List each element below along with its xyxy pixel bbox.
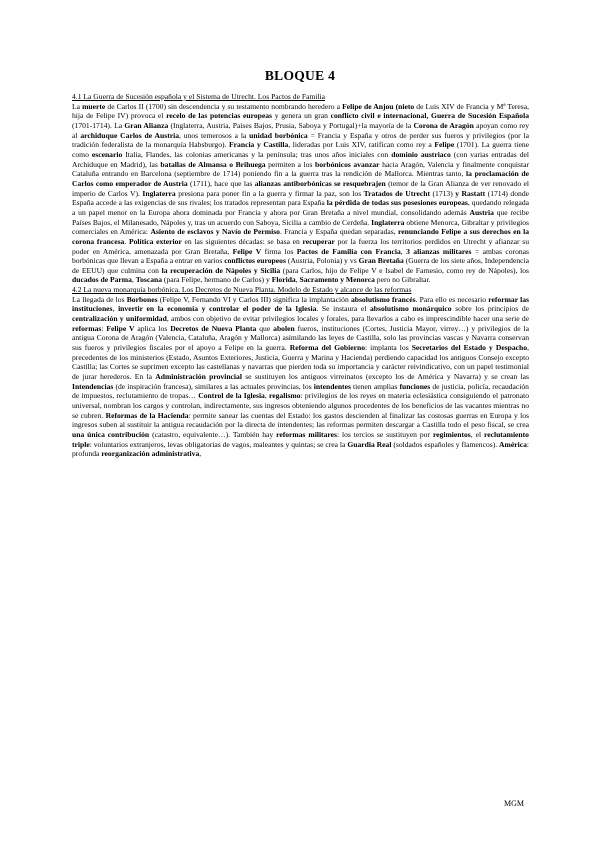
- text-run: firma los: [261, 246, 297, 256]
- bold-run: intendentes: [313, 381, 351, 391]
- bold-run: invertir en la economía y controlar el poder de la Iglesia: [118, 304, 317, 314]
- text-run: (Inglaterra, Austria, Países Bajos, Prusia, Saboya y Portugal)+la mayoría de la: [168, 120, 414, 130]
- text-run: , ambos con objetivo de evitar privilegios locales y forales, para llevarlos a cabo es imprescindible hacer una serie de: [166, 314, 529, 324]
- bold-run: alianzas antiborbónicas se resquebrajen: [254, 178, 386, 188]
- bold-run: Decretos de Nueva Planta: [170, 323, 257, 333]
- text-run: (1701-1714). La: [72, 120, 125, 130]
- text-run: tienen amplias: [350, 381, 400, 391]
- text-run: obtiene Menorca, Gibraltar y privilegios comerciales en América:: [72, 217, 529, 237]
- bold-run: América: [499, 439, 527, 449]
- text-run: , quedando relegada a un papel menor en la Europa ahora dominada por Francia y ahora por Gran Bretaña a nivel mundial, consolidando además: [72, 198, 529, 217]
- bold-run: renunciando Felipe a sus derechos en la corona francesa: [72, 227, 529, 246]
- bold-run: la recuperación de Nápoles y Sicilia: [161, 265, 281, 275]
- text-run: . Se instaura el: [316, 304, 370, 314]
- text-run: se sustituyen los antiguos virreinatos (excepto los de América y Navarra) y se crean las: [241, 372, 530, 382]
- bold-run: reorganización administrativa: [101, 449, 200, 459]
- bold-run: Florida: [271, 275, 296, 285]
- text-run: (con varias entradas del Archiduque en Madrid), las: [72, 149, 530, 169]
- text-run: que recibe Países Bajos, el Milanesado, Nápoles y, tras un acuerdo con Saboya, Sicilia a cambio de Cerdeña.: [72, 207, 529, 227]
- text-run: de Luis XIV de Francia y Mª Teresa, hija de Felipe IV) provoca el: [72, 101, 529, 121]
- bold-run: Gran Alianza: [124, 120, 169, 130]
- bold-run: Austria: [469, 207, 494, 217]
- text-run: (1701). La guerra tiene como: [72, 140, 529, 159]
- text-run: :: [101, 323, 107, 333]
- bold-run: Reforma del Gobierno: [289, 343, 366, 353]
- text-run: en las siguientes décadas: se basa en: [181, 236, 303, 246]
- bold-run: Toscana: [135, 275, 163, 285]
- text-run: aplica los: [134, 323, 171, 333]
- text-run: , unos temerosos a la: [179, 130, 250, 140]
- bold-run: batallas de Almansa o Brihuega: [160, 159, 266, 169]
- text-run: : profunda: [72, 439, 529, 459]
- bold-run: reclutamiento triple: [72, 429, 529, 449]
- bold-run: reformar las instituciones: [72, 294, 529, 314]
- bold-run: Guardia Real: [347, 439, 392, 449]
- text-run: : implanta los: [365, 343, 412, 353]
- bold-run: centralización y uniformidad: [72, 314, 167, 324]
- bold-run: Felipe de Anjou (nieto: [342, 101, 415, 111]
- text-run: (soldados españoles y flamencos).: [391, 439, 500, 449]
- text-run: (catastro, equivalente…). También hay: [149, 429, 277, 439]
- section-2-heading: 4.2 La nueva monarquía borbónica. Los Decretos de Nueva Planta. Modelo de Estado y alcance de las reformas: [72, 285, 412, 295]
- bold-run: funciones: [399, 381, 431, 391]
- bold-run: Inglaterra: [371, 217, 405, 227]
- text-run: , el: [470, 429, 484, 439]
- text-run: ,: [295, 275, 300, 285]
- document-body: [72, 92, 529, 459]
- bold-run: reformas: [72, 323, 102, 333]
- text-run: (Guerra de los siete años, Independencia de EEUU) que culmina con: [72, 256, 529, 275]
- text-run: que: [256, 323, 274, 333]
- text-run: ,: [199, 449, 202, 459]
- bold-run: Pactos de Familia con Francia: [296, 246, 401, 256]
- section-2-paragraph: [72, 295, 529, 459]
- text-run: (1713): [429, 188, 456, 198]
- bold-run: Felipe V: [232, 246, 262, 256]
- text-run: Italia, Flandes, las colonias americanas y la península; tras unos años iniciales con: [122, 149, 392, 159]
- text-run: ,: [264, 391, 270, 401]
- bold-run: unidad borbónica: [249, 130, 308, 140]
- text-run: : los tercios se sustituyen por: [336, 429, 433, 439]
- bold-run: recuperar: [302, 236, 335, 246]
- text-run: , precedentes de los ministerios (Estado, Asuntos Exteriores, Justicia, Guerra y Marina y Hacienda) perdiendo capacidad los antiguos Consejo excepto Castilla; las Cortes se suprimen excepto las castellanas y navarras que pierden toda su importancia y carácter reivindicativo, con un papel testimonial de jurar herederos. En la: [72, 343, 529, 382]
- bold-run: muerte: [82, 101, 106, 111]
- text-run: y genera un gran: [272, 111, 331, 121]
- bold-run: Asiento de esclavos y Navío de Permiso: [150, 227, 280, 237]
- bold-run: Corona de Aragón: [413, 120, 474, 130]
- bold-run: reformas militares: [276, 429, 337, 439]
- bold-run: y Rastatt: [455, 188, 486, 198]
- text-run: , lideradas por Luis XIV, ratifican como rey a: [288, 140, 435, 150]
- bold-run: conflicto civil e internacional, Guerra de Sucesión Española: [330, 111, 529, 121]
- bold-run: regimientos: [432, 429, 471, 439]
- bold-run: absolutismo francés: [350, 294, 416, 304]
- bold-run: dominio austriaco: [391, 149, 451, 159]
- bold-run: Tratados de Utrecht: [363, 188, 430, 198]
- text-run: (de inspiración francesa), similares a las actuales provincias, los: [113, 381, 314, 391]
- text-run: de justicia, policía, recaudación de impuestos, reclutamiento de tropas…: [72, 381, 529, 401]
- text-run: (Felipe V, Fernando VI y Carlos III) significa la implantación: [157, 294, 351, 304]
- bold-run: Felipe V: [106, 323, 135, 333]
- text-run: . Francia y España quedan separadas,: [279, 227, 399, 237]
- bold-run: recelo de las potencias europeas: [166, 111, 273, 121]
- bold-run: absolutismo monárquico: [369, 304, 452, 314]
- bold-run: abolen: [273, 323, 295, 333]
- bold-run: ducados de Parma: [72, 275, 132, 285]
- bold-run: Gran Bretaña: [358, 256, 404, 266]
- section-1-paragraph: [72, 102, 529, 285]
- text-run: (para Felipe, hermano de Carlos) y: [162, 275, 272, 285]
- bold-run: Política exterior: [128, 236, 182, 246]
- bold-run: Secretarios del Estado y Despacho: [411, 343, 528, 353]
- text-run: presiona para poner fin a la guerra y firmar la paz, son los: [175, 188, 364, 198]
- bold-run: la proclamación de Carlos como emperador de Austria: [72, 169, 530, 188]
- bold-run: escenario: [91, 149, 123, 159]
- bold-run: Administración provincial: [155, 372, 242, 382]
- bold-run: borbónicos avanzar: [314, 159, 380, 169]
- text-run: : privilegios de los reyes en materia eclesiástica consiguiendo el patronato universal, nombran los cargos y controlan, indirectamente, sus ingresos obteniendo algunos procedentes de los beneficios de las vacantes mientras no se cubren.: [72, 391, 530, 420]
- text-run: hacia Aragón, Valencia y finalmente conquistar Cataluña entrando en Barcelona (septiembre de 1714) poniendo fin a la guerra tras la rendición de Mallorca. Mientras tanto,: [72, 159, 529, 179]
- bold-run: archiduque Carlos de Austria: [80, 130, 180, 140]
- bold-run: Reformas de la Hacienda: [105, 410, 189, 420]
- bold-run: Sacramento y Menorca: [299, 275, 375, 285]
- bold-run: regalismo: [269, 391, 301, 401]
- bold-run: Inglaterra: [142, 188, 176, 198]
- bold-run: Control de la Iglesia: [198, 391, 265, 401]
- section-1-heading: 4.1 La Guerra de Sucesión española y el Sistema de Utrecht. Los Pactos de Familia: [72, 92, 326, 101]
- text-run: sobre los principios de: [451, 304, 529, 314]
- text-run: ,: [131, 275, 136, 285]
- text-run: : voluntarios extranjeros, levas obligatorias de vagos, maleantes y quintas; se crea la: [89, 439, 348, 449]
- footer-initials: MGM: [503, 799, 524, 808]
- text-run: (temor de la Gran Alianza de ver renovado el imperio de Carlos V).: [72, 178, 529, 198]
- bold-run: una única contribución: [72, 429, 150, 439]
- text-run: . Para ello es necesario: [415, 294, 489, 304]
- page-title: BLOQUE 4: [264, 68, 336, 83]
- text-run: por la fuerza los territorios perdidos en Utrecht y afianzar su poder en América, amenazada por Gran Bretaña,: [72, 236, 530, 256]
- bold-run: la pérdida de todas sus posesiones europeas: [326, 198, 468, 208]
- text-run: = Francia y España y otros de perder sus fueros y privilegios (por la tradición federalista de la monarquía Habsburgo).: [72, 130, 529, 150]
- text-run: .: [124, 236, 129, 246]
- bold-run: Intendencias: [72, 381, 114, 391]
- text-run: ,: [112, 304, 119, 314]
- text-run: permiten a los: [265, 159, 315, 169]
- bold-run: Borbones: [126, 294, 158, 304]
- bold-run: conflictos europeos: [224, 256, 286, 266]
- text-run: (1714) donde España accede a las exigencias de sus rivales; los tratados representan para España: [72, 188, 529, 208]
- bold-run: 3 alianzas militares: [406, 246, 472, 256]
- text-run: de Carlos II (1700) sin descendencia y su testamento nombrando heredero a: [105, 101, 343, 111]
- bold-run: Felipe: [434, 140, 455, 150]
- text-run: fueros, instituciones (Cortes, Justicia Mayor, virrey…) y privilegios de la antigua Corona de Aragón (Valencia, Cataluña, Aragón y Mallorca) asimilando las leyes de Castilla, solo las provincias vascas y Navarra conservan sus fueros y privilegios fiscales por el apoyo a Felipe en la guerra.: [72, 323, 529, 353]
- text-run: pero no Gibraltar.: [374, 275, 431, 285]
- text-run: apoyan como rey al: [72, 120, 530, 140]
- text-run: (1711), hace que las: [187, 178, 255, 188]
- text-run: (para Carlos, hijo de Felipe V e Isabel de Farnesio, como rey de Nápoles), los: [280, 265, 529, 275]
- text-run: La llegada de los: [72, 294, 127, 304]
- text-run: = ambas coronas borbónicas que llevan a España a entrar en varios: [72, 246, 530, 266]
- text-run: (Austria, Polonia) y vs: [285, 256, 359, 266]
- text-run: La: [72, 101, 83, 111]
- text-run: ,: [400, 246, 407, 256]
- text-run: : permite sanear las cuentas del Estado: los gastos descienden al finalizar las costosas guerras en Europa y los ingresos suben al sustituir la antigua recaudación por la directa de intendentes; las reformas permiten descargar a Castilla todo el peso fiscal, se crea: [72, 410, 530, 430]
- bold-run: Francia y Castilla: [229, 140, 289, 150]
